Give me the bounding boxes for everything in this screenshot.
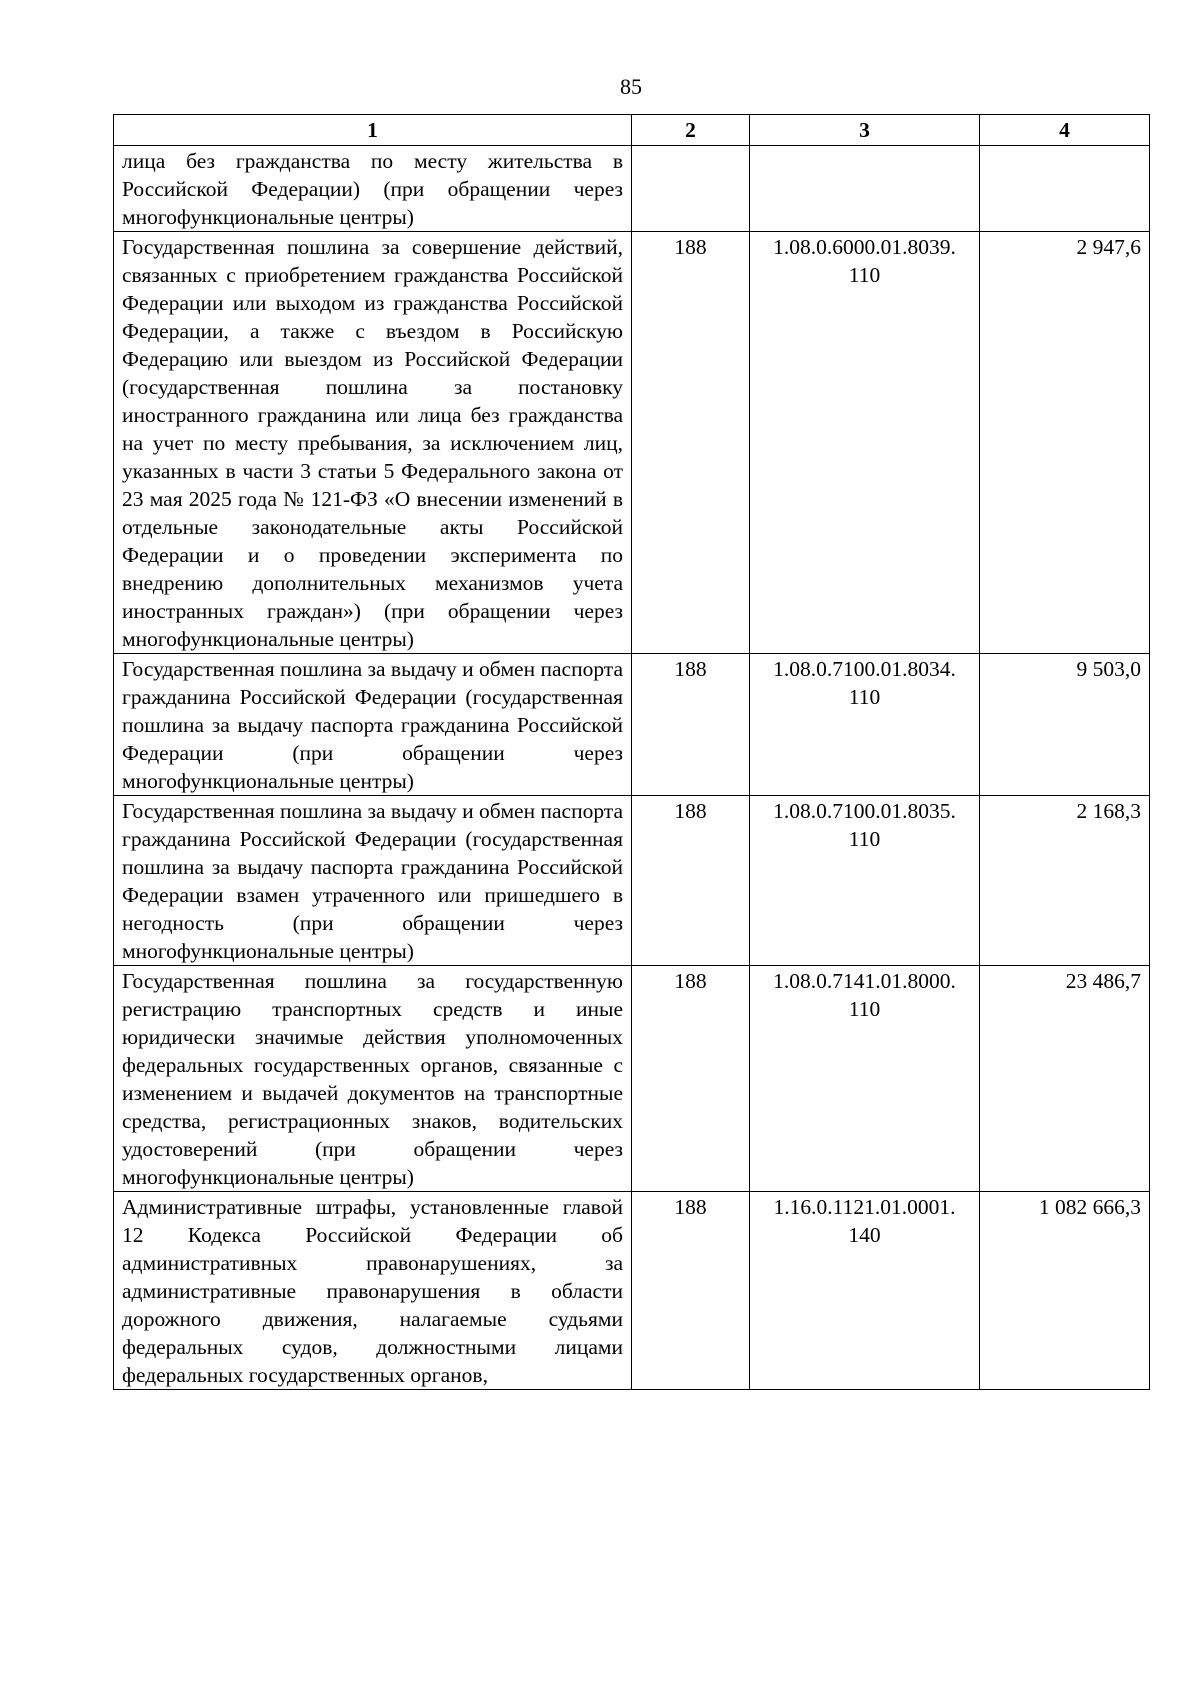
row-amount: 23 486,7 (980, 966, 1150, 1192)
table-row (114, 796, 1150, 966)
row-kbk: 1.08.0.6000.01.8039. 110 (750, 232, 980, 654)
row-kbk: 1.08.0.7141.01.8000. 110 (750, 966, 980, 1192)
row-amount: 9 503,0 (980, 654, 1150, 796)
row-description: лица без гражданства по месту жительства в Российской Федерации) (при обращении через многофункциональные центры) (114, 146, 632, 232)
row-kbk (750, 146, 980, 232)
row-description: Государственная пошлина за государственную регистрацию транспортных средств и иные юридически значимые действия уполномоченных федеральных государственных органов, связанные с изменением и выдачей документов на транспортные средства, регистрационных знаков, водительских удостоверений (при обращении через многофункциональные центры) (114, 966, 632, 1192)
row-kbk: 1.08.0.7100.01.8034. 110 (750, 654, 980, 796)
row-admin-code: 188 (632, 1192, 750, 1390)
row-description: Государственная пошлина за выдачу и обмен паспорта гражданина Российской Федерации (государственная пошлина за выдачу паспорта гражданина Российской Федерации (при обращении через многофункциональные центры) (114, 654, 632, 796)
row-kbk: 1.08.0.7100.01.8035. 110 (750, 796, 980, 966)
column-header-1: 1 (114, 115, 632, 146)
table-row (114, 146, 1150, 232)
row-admin-code: 188 (632, 654, 750, 796)
row-amount: 2 168,3 (980, 796, 1150, 966)
row-amount: 1 082 666,3 (980, 1192, 1150, 1390)
row-description: Административные штрафы, установленные главой 12 Кодекса Российской Федерации об административных правонарушениях, за административные правонарушения в области дорожного движения, налагаемые судьями федеральных судов, должностными лицами федеральных государственных органов, (114, 1192, 632, 1390)
row-admin-code: 188 (632, 232, 750, 654)
revenue-table (113, 114, 1150, 1390)
table-row (114, 966, 1150, 1192)
row-amount: 2 947,6 (980, 232, 1150, 654)
row-description: Государственная пошлина за совершение действий, связанных с приобретением гражданства Российской Федерации или выходом из гражданства Российской Федерации, а также с въездом в Российскую Федерацию или выездом из Российской Федерации (государственная пошлина за постановку иностранного гражданина или лица без гражданства на учет по месту пребывания, за исключением лиц, указанных в части 3 статьи 5 Федерального закона от 23 мая 2025 года № 121-ФЗ «О внесении изменений в отдельные законодательные акты Российской Федерации и о проведении эксперимента по внедрению дополнительных механизмов учета иностранных граждан») (при обращении через многофункциональные центры) (114, 232, 632, 654)
column-header-3: 3 (750, 115, 980, 146)
row-admin-code: 188 (632, 966, 750, 1192)
row-admin-code: 188 (632, 796, 750, 966)
row-description: Государственная пошлина за выдачу и обмен паспорта гражданина Российской Федерации (государственная пошлина за выдачу паспорта гражданина Российской Федерации взамен утраченного или пришедшего в негодность (при обращении через многофункциональные центры) (114, 796, 632, 966)
table-row (114, 1192, 1150, 1390)
column-header-4: 4 (980, 115, 1150, 146)
row-amount (980, 146, 1150, 232)
page-number: 85 (620, 74, 642, 99)
table-row (114, 232, 1150, 654)
column-header-2: 2 (632, 115, 750, 146)
row-admin-code (632, 146, 750, 232)
table-header-row (114, 115, 1150, 146)
table-row (114, 654, 1150, 796)
row-kbk: 1.16.0.1121.01.0001. 140 (750, 1192, 980, 1390)
